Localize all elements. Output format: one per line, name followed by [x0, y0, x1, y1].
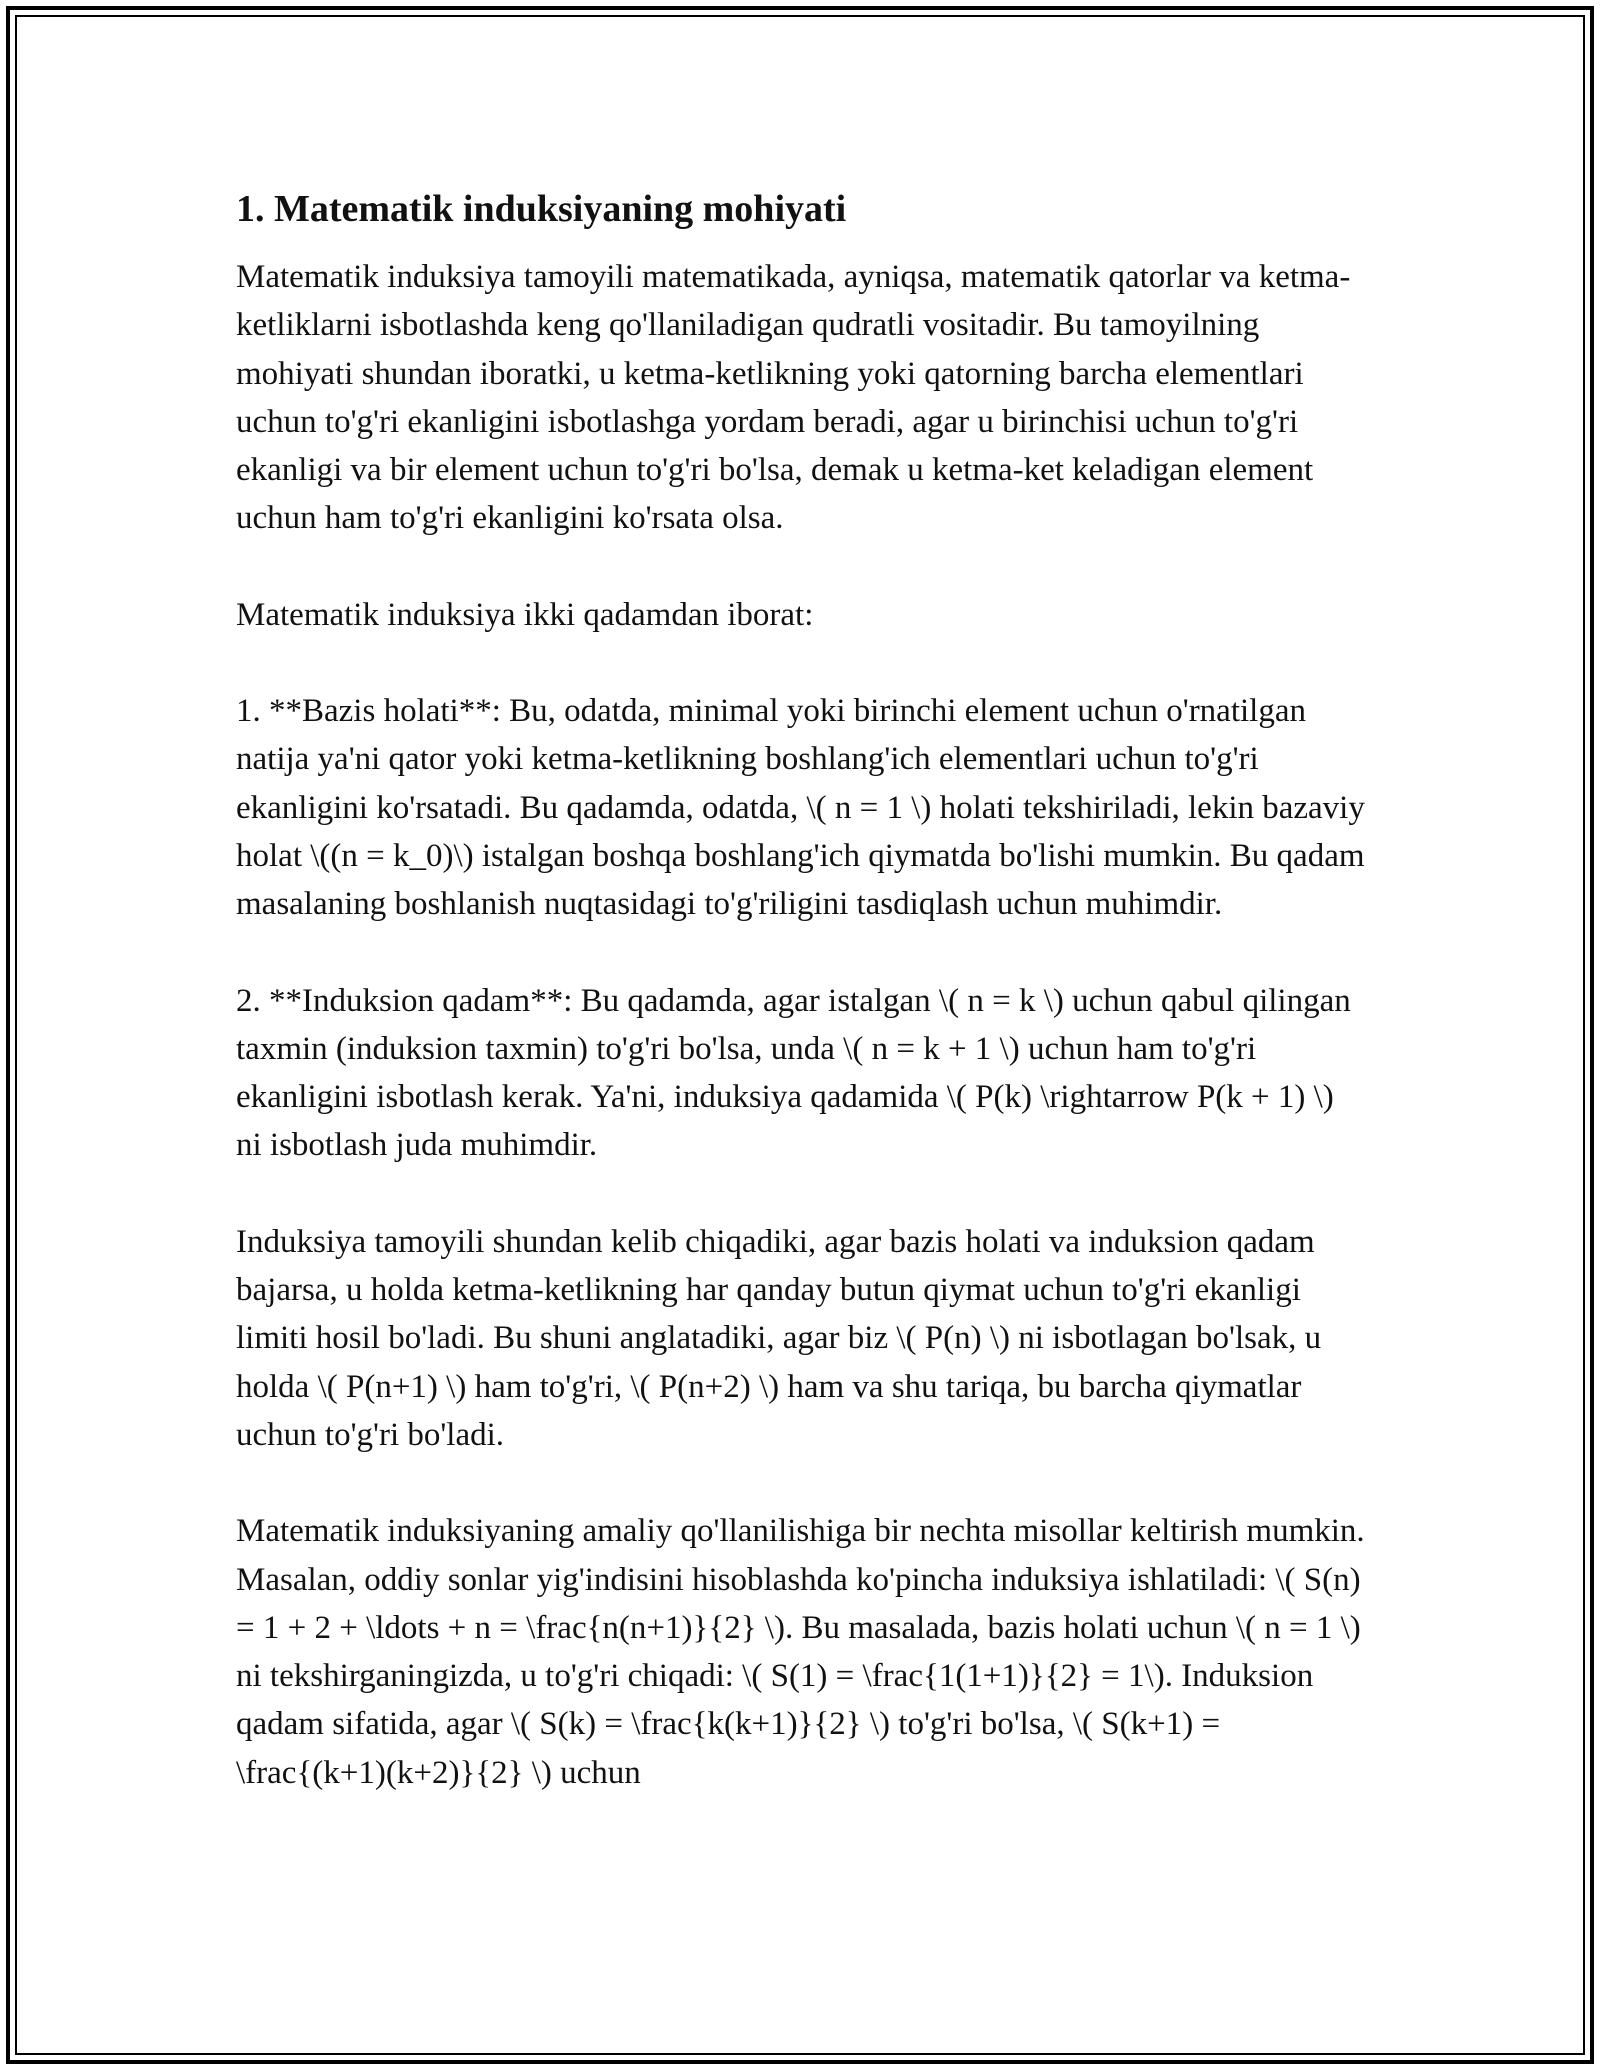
paragraph-two-steps: Matematik induksiya ikki qadamdan iborat:: [236, 596, 814, 633]
paragraph-principle: Induksiya tamoyili shundan kelib chiqadiki, agar bazis holati va induksion qadam bajarsa, u holda ketma-ketlikning har qanday butun qiymat uchun to'g'ri ekanligi limiti hosil bo'ladi. Bu shuni anglatadiki, agar biz \( P(n) \) ni isbotlagan bo'lsak, u holda \( P(n+1) \) ham to'g'ri, \( P(n+2) \) ham va shu tariqa, bu barcha qiymatlar uchun to'g'ri bo'ladi.: [236, 1223, 1322, 1453]
paragraph-base-case: 1. **Bazis holati**: Bu, odatda, minimal yoki birinchi element uchun o'rnatilgan natija ya'ni qator yoki ketma-ketlikning boshlang'ich elementlari uchun to'g'ri ekanligini ko'rsatadi. Bu qadamda, odatda, \( n = 1 \) holati tekshiriladi, lekin bazaviy holat \((n = k_0)\) istalgan boshqa boshlang'ich qiymatda bo'lishi mumkin. Bu qadam masalaning boshlanish nuqtasidagi to'g'riligini tasdiqlash uchun muhimdir.: [236, 693, 1365, 923]
paragraph-inductive-step: 2. **Induksion qadam**: Bu qadamda, agar istalgan \( n = k \) uchun qabul qilingan taxmin (induksion taxmin) to'g'ri bo'lsa, unda \( n = k + 1 \) uchun ham to'g'ri ekanligini isbotlash kerak. Ya'ni, induksiya qadamida \( P(k) \rightarrow P(k + 1) \) ni isbotlash juda muhimdir.: [236, 982, 1351, 1164]
document-body: [236, 185, 1366, 1845]
section-heading: 1. Matematik induksiyaning mohiyati: [236, 188, 847, 230]
paragraph-example: Matematik induksiyaning amaliy qo'llanilishiga bir nechta misollar keltirish mumkin. Masalan, oddiy sonlar yig'indisini hisoblashda ko'pincha induksiya ishlatiladi: \( S(n) = 1 + 2 + \ldots + n = \frac{n(n+1)}{2} \). Bu masalada, bazis holati uchun \( n = 1 \) ni tekshirganingizda, u to'g'ri chiqadi: \( S(1) = \frac{1(1+1)}{2} = 1\). Induksion qadam sifatida, agar \( S(k) = \frac{k(k+1)}{2} \) to'g'ri bo'lsa, \( S(k+1) = \frac{(k+1)(k+2)}{2} \) uchun: [236, 1513, 1365, 1791]
paragraph-intro: Matematik induksiya tamoyili matematikada, ayniqsa, matematik qatorlar va ketma-ketliklarni isbotlashda keng qo'llaniladigan qudratli vositadir. Bu tamoyilning mohiyati shundan iboratki, u ketma-ketlikning yoki qatorning barcha elementlari uchun to'g'ri ekanligini isbotlashga yordam beradi, agar u birinchisi uchun to'g'ri ekanligi va bir element uchun to'g'ri bo'lsa, demak u ketma-ket keladigan element uchun ham to'g'ri ekanligini ko'rsata olsa.: [236, 259, 1351, 537]
